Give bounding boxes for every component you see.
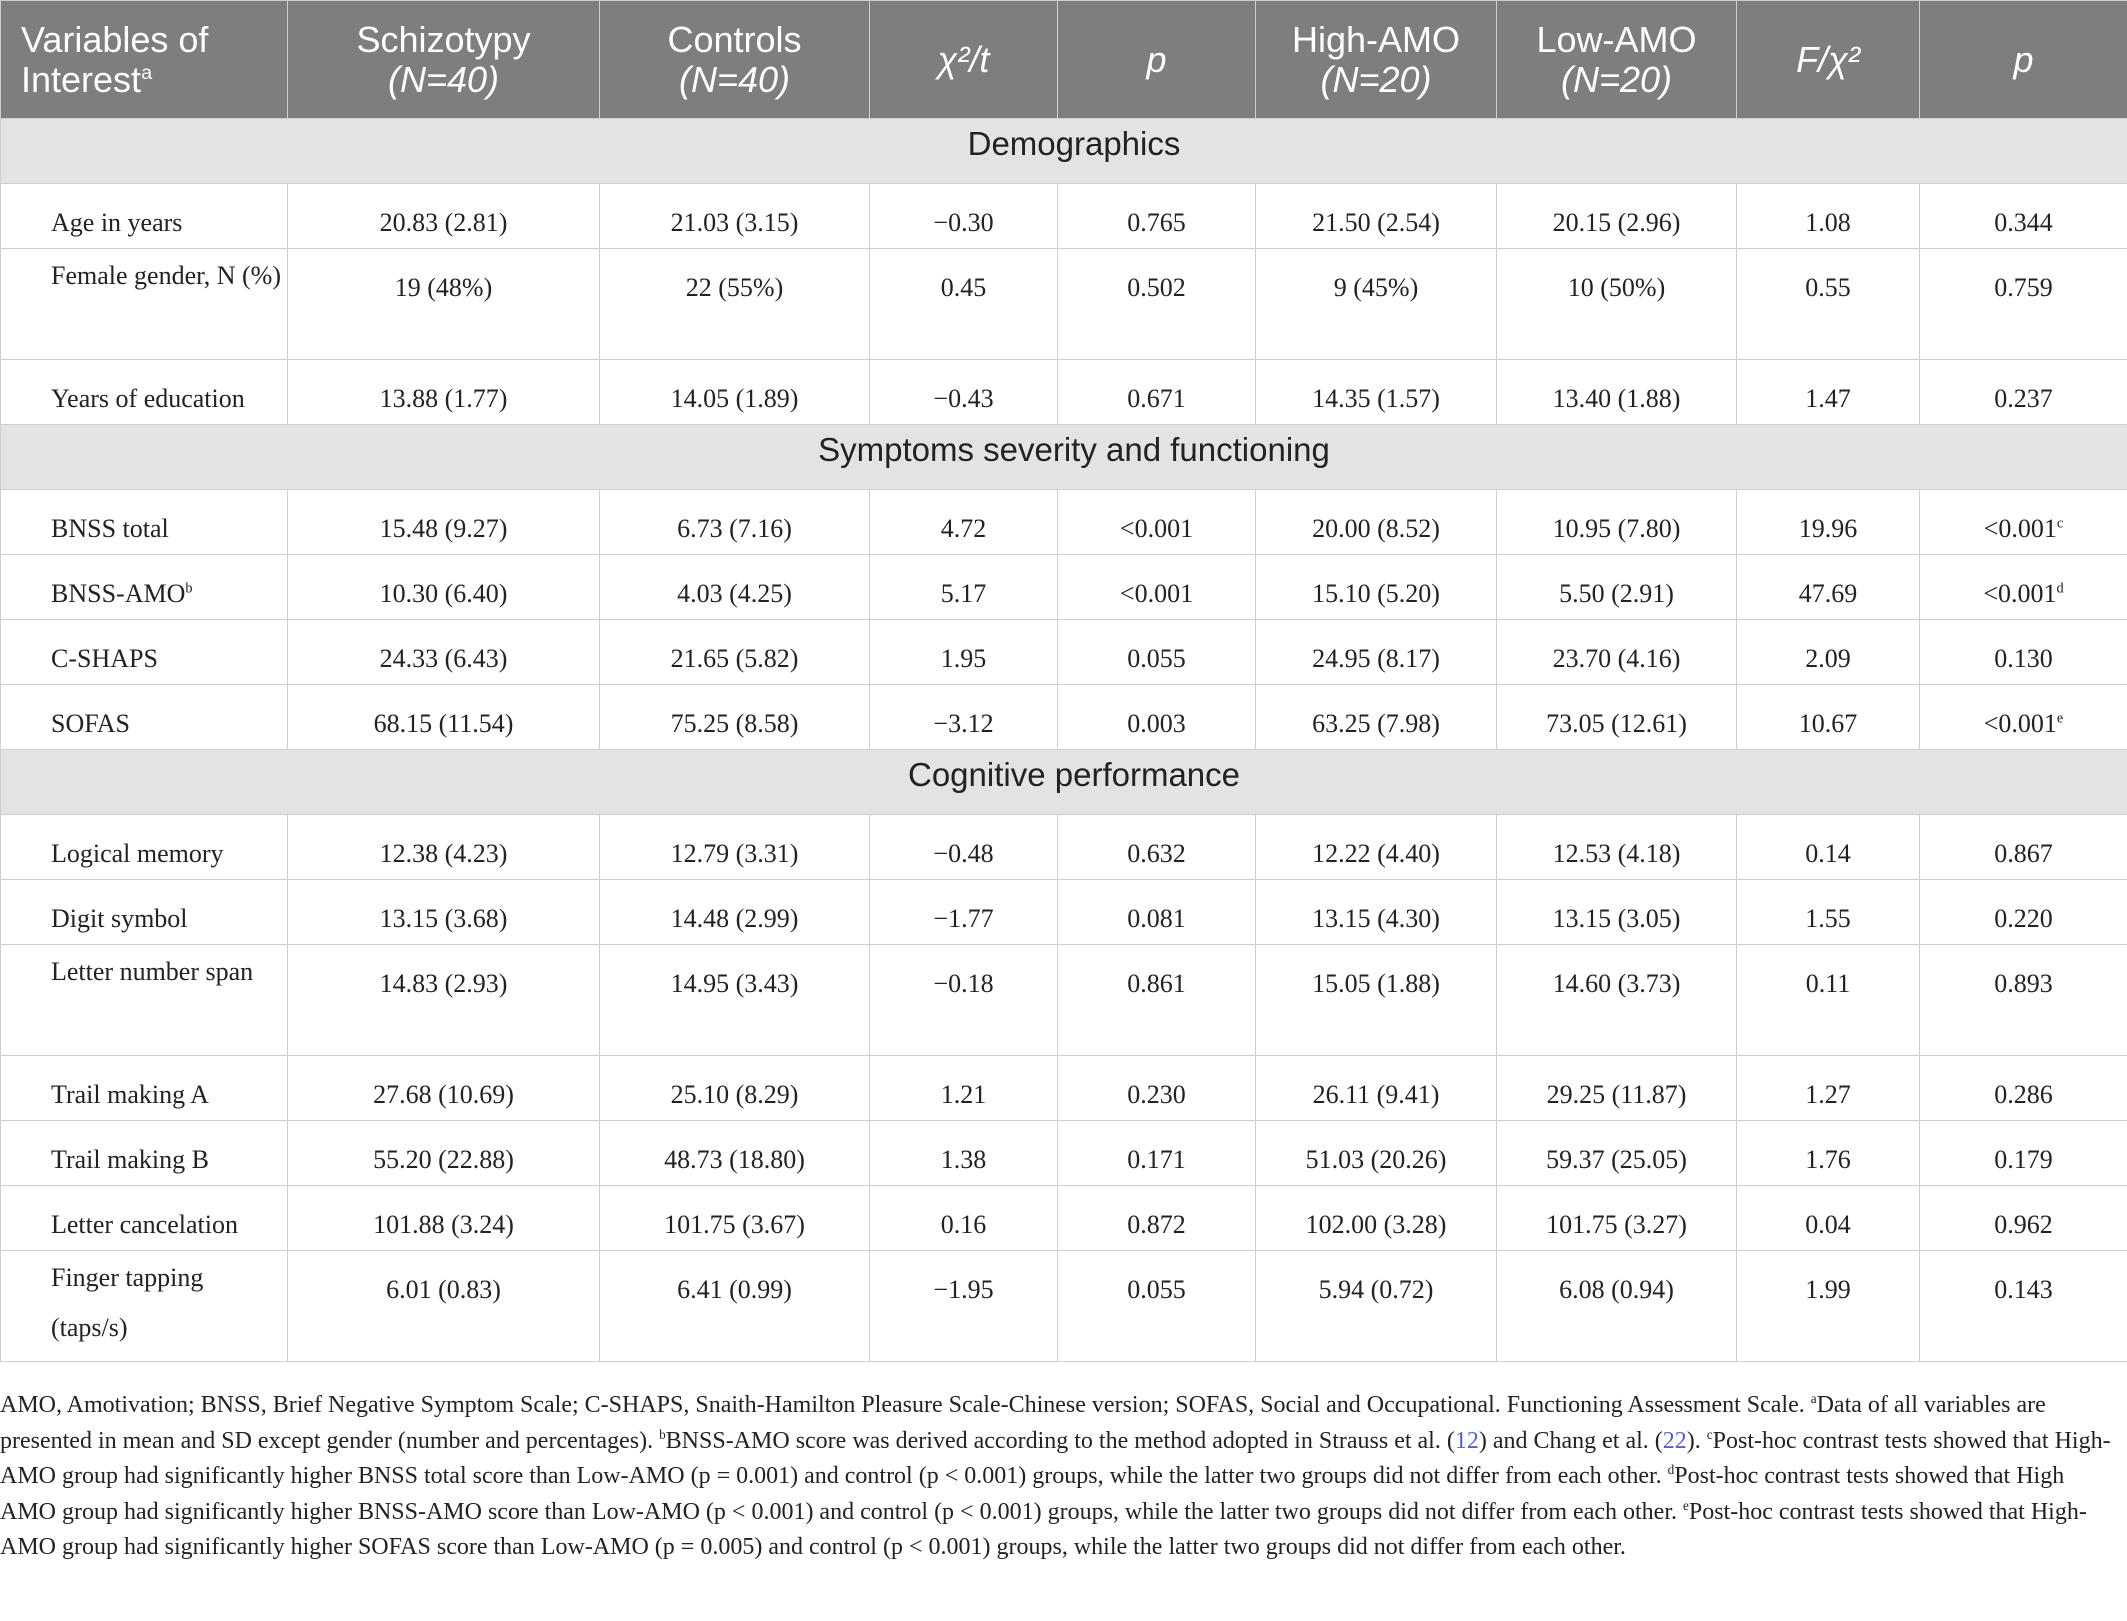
- table-row: Letter number span 14.83 (2.93) 14.95 (3.43) −0.18 0.861 15.05 (1.88) 14.60 (3.73) 0.11 0.893: [1, 945, 2127, 1056]
- table-row: Trail making A 27.68 (10.69) 25.10 (8.29) 1.21 0.230 26.11 (9.41) 29.25 (11.87) 1.27 0.286: [1, 1056, 2127, 1121]
- col-p1: p: [1058, 1, 1256, 119]
- col-schizotypy: Schizotypy (N=40): [288, 1, 600, 119]
- header-row: [1, 1, 2127, 119]
- col-low-amo: Low-AMO (N=20): [1497, 1, 1737, 119]
- col-controls: Controls (N=40): [600, 1, 870, 119]
- table-row: Digit symbol 13.15 (3.68) 14.48 (2.99) −1.77 0.081 13.15 (4.30) 13.15 (3.05) 1.55 0.220: [1, 880, 2127, 945]
- table-row: Letter cancelation 101.88 (3.24) 101.75 (3.67) 0.16 0.872 102.00 (3.28) 101.75 (3.27) 0.04 0.962: [1, 1186, 2127, 1251]
- table-row: Trail making B 55.20 (22.88) 48.73 (18.80) 1.38 0.171 51.03 (20.26) 59.37 (25.05) 1.76 0.179: [1, 1121, 2127, 1186]
- table-row: Finger tapping (taps/s) 6.01 (0.83) 6.41 (0.99) −1.95 0.055 5.94 (0.72) 6.08 (0.94) 1.99 0.143: [1, 1251, 2127, 1362]
- col-variables: Variables of Interest$^a$: [1, 1, 288, 119]
- table-row: BNSS total 15.48 (9.27) 6.73 (7.16) 4.72 <0.001 20.00 (8.52) 10.95 (7.80) 19.96 <0.001$^c$: [1, 490, 2127, 555]
- section-symptoms: Symptoms severity and functioning: [1, 425, 2127, 490]
- table-row: Female gender, N (%) 19 (48%) 22 (55%) 0.45 0.502 9 (45%) 10 (50%) 0.55 0.759: [1, 249, 2127, 360]
- section-cognitive: Cognitive performance: [1, 750, 2127, 815]
- col-p2: p: [1920, 1, 2127, 119]
- reference-link-22[interactable]: 22: [1662, 1427, 1687, 1454]
- section-demographics: Demographics: [1, 119, 2127, 184]
- reference-link-12[interactable]: 12: [1454, 1427, 1479, 1454]
- table-row: BNSS-AMO$^b$ 10.30 (6.40) 4.03 (4.25) 5.17 <0.001 15.10 (5.20) 5.50 (2.91) 47.69 <0.001$^d$: [1, 555, 2127, 620]
- col-f-chi: F/χ²: [1737, 1, 1920, 119]
- table-row: Logical memory 12.38 (4.23) 12.79 (3.31) −0.48 0.632 12.22 (4.40) 12.53 (4.18) 0.14 0.867: [1, 815, 2127, 880]
- col-high-amo: High-AMO (N=20): [1256, 1, 1497, 119]
- table-row: SOFAS 68.15 (11.54) 75.25 (8.58) −3.12 0.003 63.25 (7.98) 73.05 (12.61) 10.67 <0.001$^e$: [1, 685, 2127, 750]
- table-row: C-SHAPS 24.33 (6.43) 21.65 (5.82) 1.95 0.055 24.95 (8.17) 23.70 (4.16) 2.09 0.130: [1, 620, 2127, 685]
- col-chi-t: χ²/t: [870, 1, 1058, 119]
- table-row: Years of education 13.88 (1.77) 14.05 (1.89) −0.43 0.671 14.35 (1.57) 13.40 (1.88) 1.47 0.237: [1, 360, 2127, 425]
- table-footnote: AMO, Amotivation; BNSS, Brief Negative Symptom Scale; C-SHAPS, Snaith-Hamilton Pleasure Scale-Chinese version; SOFAS, Social and Occupational. Functioning Assessment Scale. $^a$Data of all variables are presented in mean and SD except gender (number and percentages). $^b$BNSS-AMO score was derived according to the method adopted in Strauss et al. (12) and Chang et al. (22). $^c$Post-hoc contrast tests showed that High-AMO group had significantly higher BNSS total score than Low-AMO (p = 0.001) and control (p < 0.001) groups, while the latter two groups did not differ from each other. $^d$Post-hoc contrast tests showed that High AMO group had significantly higher BNSS-AMO score than Low-AMO (p < 0.001) and control (p < 0.001) groups, while the latter two groups did not differ from each other. $^e$Post-hoc contrast tests showed that High-AMO group had significantly higher SOFAS score than Low-AMO (p = 0.005) and control (p < 0.001) groups, while the latter two groups did not differ from each other.: [0, 1391, 2111, 1560]
- table-row: Age in years 20.83 (2.81) 21.03 (3.15) −0.30 0.765 21.50 (2.54) 20.15 (2.96) 1.08 0.344: [1, 184, 2127, 249]
